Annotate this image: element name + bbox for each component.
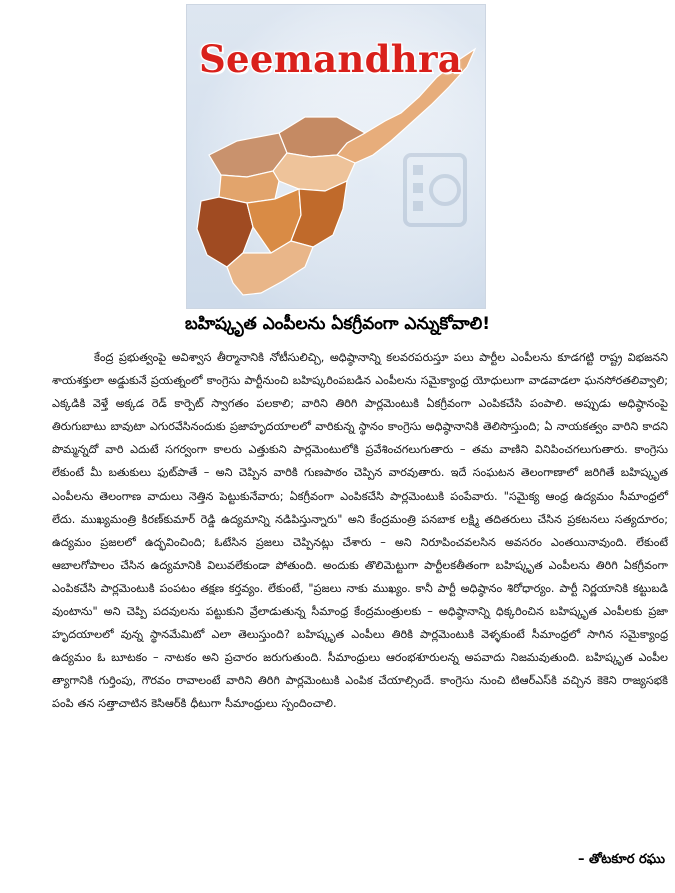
article-paragraph: కేంద్ర ప్రభుత్వంపై అవిశ్వాస తీర్మానానికి నోటీసులిచ్చి, అధిష్ఠానాన్ని కలవరపరుస్తూ పలు పార్టీల ఎంపీలను కూడగట్టి రాష్ట్ర విభజనని శాయశక్తులా అడ్డుకునే ప్రయత్నంలో కాంగ్రెసు పార్టీనుంచి బహిష్కరింపబడిన ఎంపీలను సమైక్యాంధ్ర యోధులుగా వాడవాడలా ఘనసోరతలివ్వాలి; ఎక్కడికి వెళ్తే అక్కడ రెడ్ కార్పెట్ స్వాగతం పలకాలి; వారిని తిరిగి పార్లమెంటుకి ఏకగ్రీవంగా ఎంపికచేసి పంపాలి. అప్పుడు అధిష్ఠానంపై తిరుగుబాటు బావుటా ఎగురవేసినందుకు ప్రజాహృదయాలలో వారికున్న స్థానం కాంగ్రెసు అధిష్ఠానానికి తెలిసొస్తుంది; ఏ నాయకత్వం వారిని కాదని పొమ్మన్నదో వారి ఎదుటే సగర్వంగా కాలరు ఎత్తుకుని పార్లమెంటులోకి ప్రవేశించగలుగుతారు – తమ వాణిని వినిపించగలుగుతారు. కాంగ్రెసు లేకుంటే మీ బతుకులు ఫుట్‌పాతే – అని చెప్పిన వారికి గుణపాఠం చెప్పిన వారవుతారు. ఇదే సంఘటన తెలంగాణాలో జరిగితే బహిష్కృత ఎంపీలను తెలంగాణ వాదులు నెత్తిన పెట్టుకునేవారు; ఏకగ్రీవంగా ఎంపికచేసి పార్లమెంటుకి పంపేవారు. "సమైక్య ఆంధ్ర ఉద్యమం సీమాంధ్రలో లేదు. ముఖ్యమంత్రి కిరణ్‌కుమార్ రెడ్డి ఉద్యమాన్ని నడిపిస్తున్నారు" అని కేంద్రమంత్రి పనబాక లక్ష్మి తదితరులు చేసిన ప్రకటనలు సత్యదూరం; ఉద్యమం ప్రజలలో ఉద్భవించింది; ఓటేసిన ప్రజలు చెప్పినట్లు చేశారు – అని నిరూపించవలసిన అవసరం ఎంతయినావుంది. లేకుంటే ఆబాలగోపాలం చేసిన ఉద్యమానికి విలువలేకుండా పోతుంది. అందుకు తొలిమెట్టుగా పార్టీలకతీతంగా బహిష్కృత ఎంపీలను తిరిగి ఏకగ్రీవంగా ఎంపికచేసి పార్లమెంటుకి పంపటం తక్షణ కర్తవ్యం. లేకుంటే, "ప్రజలు నాకు ముఖ్యం. కానీ పార్టీ అధిష్ఠానం శిరోధార్యం. పార్టీ నిర్ణయానికి కట్టుబడి వుంటాను" అని చెప్పి పదవులను పట్టుకుని వ్రేలాడుతున్న సీమాంధ్ర కేంద్రమంత్రులకు – అధిష్ఠానాన్ని ధిక్కరించిన బహిష్కృత ఎంపీలకు ప్రజా హృదయాలలో వున్న స్థానమేమిటో ఎలా తెలుస్తుంది? బహిష్కృత ఎంపీలు తిరికి పార్లమెంటుకి వెళ్ళకుంటే సీమాంధ్రలో సాగిన సమైక్యాంధ్ర ఉద్యమం ఓ బూటకం – నాటకం అని ప్రచారం జరుగుతుంది. సీమాంధ్రులు ఆరంభశూరులన్న అపవాదు నిజమవుతుంది. బహిష్కృత ఎంపీల త్యాగానికి గుర్తింపు, గౌరవం రావాలంటే వారిని తిరిగి పార్లమెంటుకి ఎంపిక చేయాల్సిందే. కాంగ్రెసు నుంచి టిఆర్ఎస్‌కి వచ్చిన కెకెని రాజ్యసభకి పంపి తన సత్తాచాటిన కెసిఆర్‌కి ధీటుగా సీమాంధ్రులు స్పందించాలి.	[52, 351, 668, 711]
article-byline: – తోటకూర రఘు	[577, 852, 665, 867]
article-body	[52, 346, 668, 716]
article-headline: బహిష్కృత ఎంపీలను ఏకగ్రీవంగా ఎన్నుకోవాలి!	[185, 314, 490, 334]
seemandhra-map-image	[186, 4, 486, 309]
map-title: Seemandhra	[199, 37, 463, 81]
